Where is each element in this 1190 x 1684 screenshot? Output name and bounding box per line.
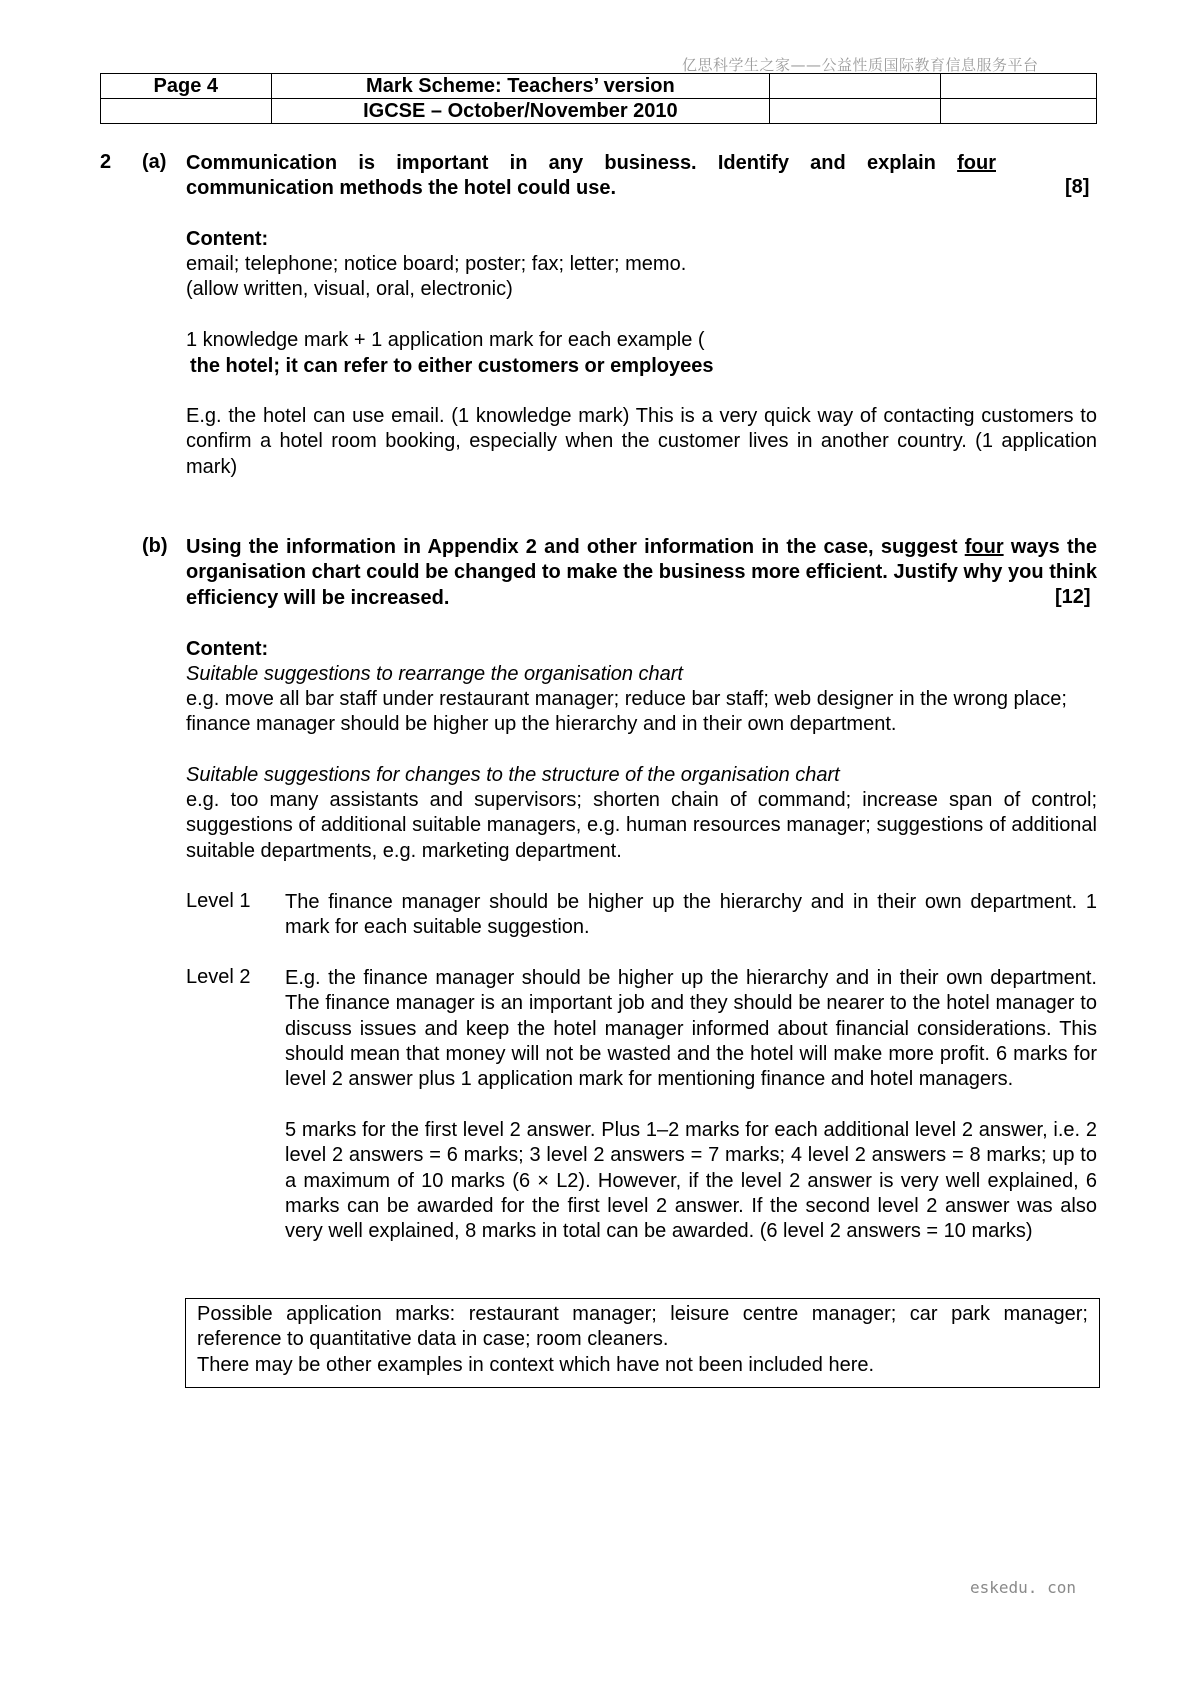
header-empty-cell [940, 99, 1096, 124]
header-empty-cell [940, 74, 1096, 99]
part-a-content-line1: email; telephone; notice board; poster; fax; letter; memo. [186, 253, 687, 275]
part-b-rearrange-text: e.g. move all bar staff under restaurant manager; reduce bar staff; web designer in the wrong place; finance manager should be higher up the hierarchy and in their own department. [186, 688, 1067, 736]
part-a-example: E.g. the hotel can use email. (1 knowledge mark) This is a very quick way of contacting customers to confirm a hotel room booking, especially when the customer lives in another country. (1 application mark) [186, 405, 1097, 478]
watermark-bottom: eskedu. con [970, 1578, 1076, 1597]
part-b-structure-heading: Suitable suggestions for changes to the structure of the organisation chart [186, 764, 840, 786]
header-empty-cell [770, 74, 940, 99]
part-a-prompt-text: Communication is important in any business. Identify and explain [186, 152, 958, 174]
watermark-top: 亿思科学生之家——公益性质国际教育信息服务平台 [682, 56, 1039, 74]
part-a-content-line2: (allow written, visual, oral, electronic) [186, 278, 513, 300]
level1-label: Level 1 [186, 890, 251, 912]
part-b-prompt-emphasis: four [964, 536, 1004, 558]
header-title: Mark Scheme: Teachers’ version [271, 74, 770, 99]
part-b-rearrange-heading: Suitable suggestions to rearrange the organisation chart [186, 663, 683, 685]
application-marks-box [185, 1298, 1100, 1388]
part-b-prompt-text: Using the information in Appendix 2 and other information in the case, suggest [186, 536, 965, 558]
part-a-marks: [8] [1065, 176, 1090, 198]
application-box-line2: There may be other examples in context which have not been included here. [197, 1353, 875, 1376]
part-a-marking-line2: the hotel; it can refer to either customers or employees [190, 355, 714, 377]
level2-label: Level 2 [186, 966, 251, 988]
part-a-prompt-emphasis: four [957, 152, 996, 174]
part-a-marking-line1: 1 knowledge mark + 1 application mark for each example ( [186, 329, 705, 351]
part-b-structure-text: e.g. too many assistants and supervisors; shorten chain of command; increase span of control; suggestions of additional suitable managers, e.g. human resources manager; suggestions of additional suitable departments, e.g. marketing department. [186, 789, 1097, 862]
part-b-prompt [186, 535, 1097, 611]
part-b-prompt-text-end: ways the organisation chart could be changed to make the business more efficient. Justify why you think efficiency will be increased. [186, 536, 1097, 609]
part-a-prompt [186, 151, 996, 202]
part-b-marks: [12] [1055, 586, 1091, 608]
level2-text-continued: 5 marks for the first level 2 answer. Plus 1–2 marks for each additional level 2 answer, i.e. 2 level 2 answers = 6 marks; 3 level 2 answers = 7 marks; 4 level 2 answers = 8 marks; up to a maximum of 10 marks (6 × L2). However, if the level 2 answer is very well explained, 6 marks can be awarded for the first level 2 answer. If the second level 2 answer was also very well explained, 8 marks in total can be awarded. (6 level 2 answers = 10 marks) [285, 1119, 1097, 1243]
part-b-content-heading: Content: [186, 638, 269, 660]
level2-text: E.g. the finance manager should be higher up the hierarchy and in their own department. The finance manager is an important job and they should be nearer to the hotel manager to discuss issues and keep the hotel manager informed about financial considerations. This should mean that money will not be wasted and the hotel will make more profit. 6 marks for level 2 answer plus 1 application mark for mentioning finance and hotel managers. [285, 967, 1097, 1091]
part-a-prompt-text-end: communication methods the hotel could use. [186, 177, 617, 200]
question-number: 2 [100, 151, 112, 173]
header-table [100, 73, 1097, 124]
header-empty-cell [101, 99, 272, 124]
header-subtitle: IGCSE – October/November 2010 [271, 99, 770, 124]
part-a-content-heading: Content: [186, 228, 269, 250]
header-page: Page 4 [101, 74, 272, 99]
header-empty-cell [770, 99, 940, 124]
part-b-label: (b) [142, 535, 168, 557]
level1-text: The finance manager should be higher up the hierarchy and in their own department. 1 mark for each suitable suggestion. [285, 891, 1097, 939]
application-box-line1: Possible application marks: restaurant manager; leisure centre manager; car park manager; reference to quantitative data in case; room cleaners. [197, 1303, 1088, 1351]
part-a-label: (a) [142, 151, 167, 173]
